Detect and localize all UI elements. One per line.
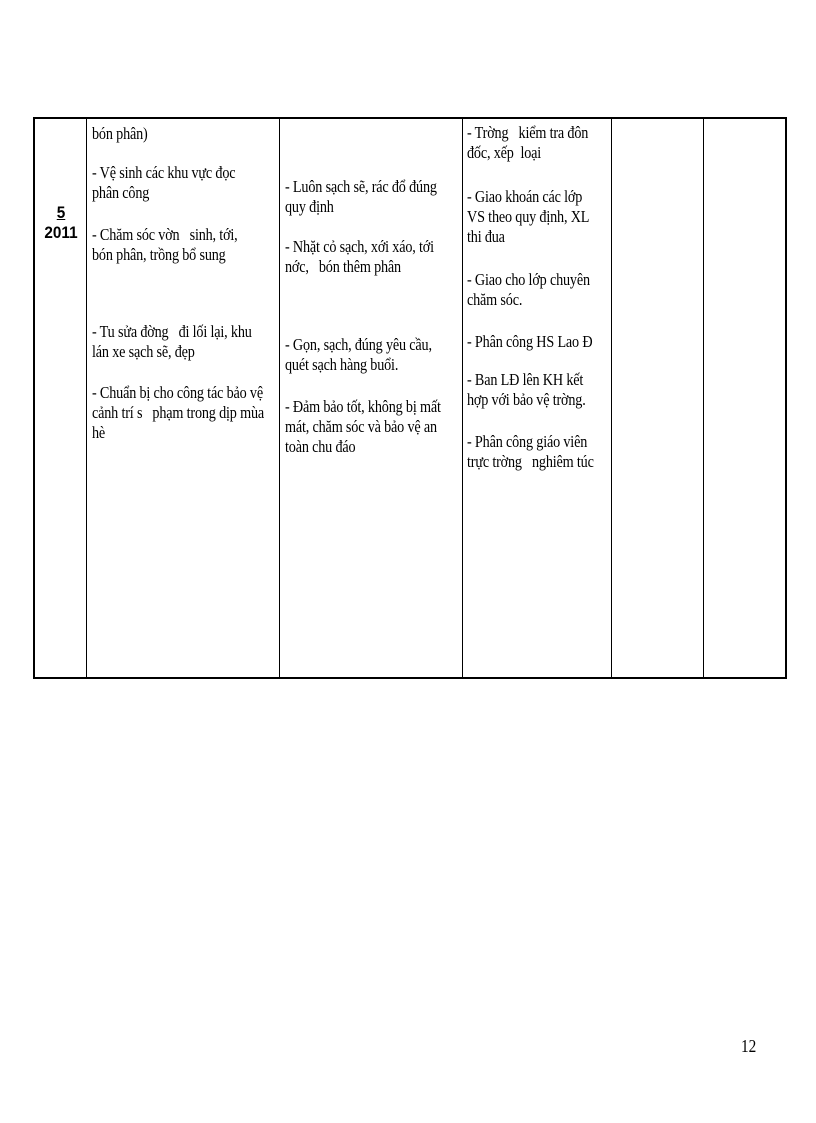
measure-item: - Giao khoán các lớp VS theo quy định, XL thi đua <box>467 187 590 246</box>
date-cell <box>38 203 85 243</box>
measure-item: - Phân công HS Lao Đ <box>467 332 593 351</box>
task-item: - Vệ sinh các khu vực đọc phân công <box>92 163 236 202</box>
measure-item: - Trờng kiểm tra đôn đốc, xếp loại <box>467 123 589 162</box>
requirement-item: - Đảm bảo tốt, không bị mất mát, chăm sóc và bảo vệ an toàn chu đáo <box>285 397 441 456</box>
empty-column-6 <box>704 119 787 677</box>
date-year: 2011 <box>44 223 78 242</box>
task-item: - Chuẩn bị cho công tác bảo vệ cảnh trí s phạm trong dịp mùa hè <box>92 383 265 442</box>
tasks-column <box>87 119 280 677</box>
empty-column-5 <box>612 119 704 677</box>
measure-item: - Phân công giáo viên trực trờng nghiêm túc <box>467 432 594 471</box>
requirements-column <box>280 119 463 677</box>
measure-item: - Giao cho lớp chuyên chăm sóc. <box>467 270 590 309</box>
measure-item: - Ban LĐ lên KH kết hợp với bảo vệ trờng. <box>467 370 586 409</box>
requirement-item: - Gọn, sạch, đúng yêu cầu, quét sạch hàng buổi. <box>285 335 432 374</box>
task-item: - Tu sửa đờng đi lối lại, khu lán xe sạch sẽ, đẹp <box>92 322 252 361</box>
requirement-item: - Luôn sạch sẽ, rác đổ đúng quy định <box>285 177 437 216</box>
requirement-item: - Nhặt cỏ sạch, xới xáo, tới nớc, bón thêm phân <box>285 237 434 276</box>
measures-column <box>463 119 612 677</box>
date-month: 5 <box>56 203 66 222</box>
task-item: bón phân) <box>92 124 148 143</box>
date-column <box>35 119 87 677</box>
page-number: 12 <box>741 1036 757 1056</box>
task-item: - Chăm sóc vờn sinh, tới, bón phân, trồng bổ sung <box>92 225 238 264</box>
schedule-table <box>33 117 787 679</box>
